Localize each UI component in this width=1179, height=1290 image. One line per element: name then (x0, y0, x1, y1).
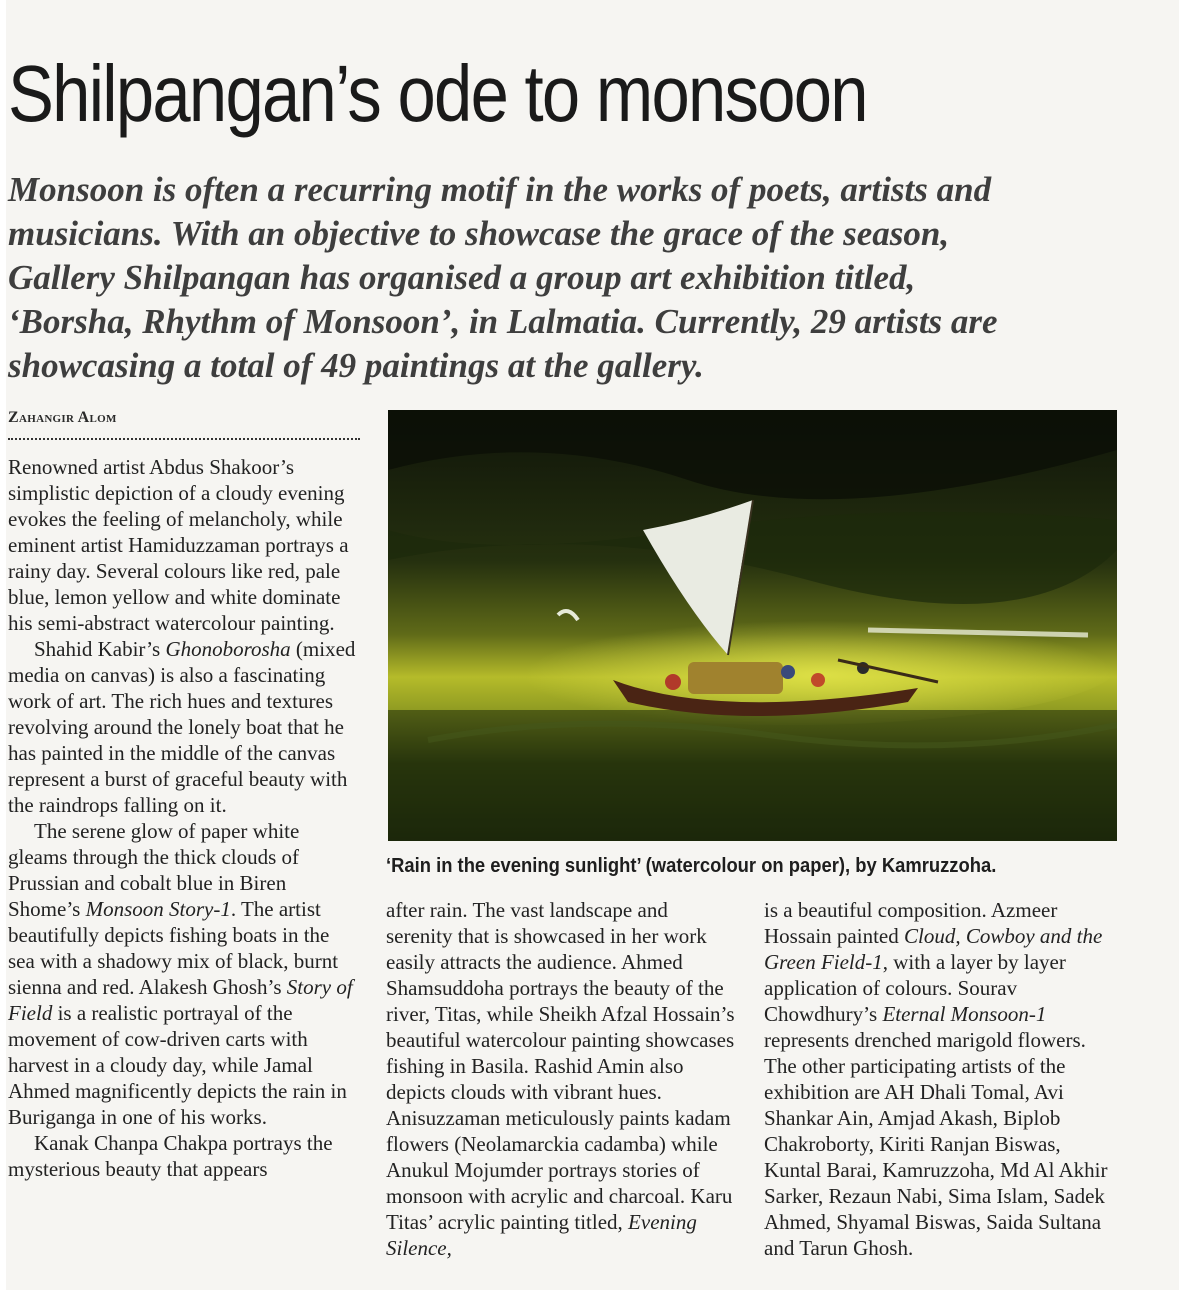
standfirst-line: musicians. With an objective to showcase the grace of the season, (8, 214, 950, 253)
body-paragraph: is a beautiful composition. Azmeer Hossain painted Cloud, Cowboy and the Green Field-1, with a layer by layer application of colours. Sourav Chowdhury’s Eternal Monsoon-1 represents drenched marigold flowers. The other participating artists of the exhibition are AH Dhali Tomal, Avi Shankar Ain, Amjad Akash, Biplob Chakroborty, Kiriti Ranjan Biswas, Kuntal Barai, Kamruzzoha, Md Al Akhir Sarker, Rezaun Nabi, Sima Islam, Sadek Ahmed, Shyamal Biswas, Saida Sultana and Tarun Ghosh. (764, 898, 1108, 1260)
byline: Zahangir Alom (8, 409, 117, 426)
standfirst-line: Monsoon is often a recurring motif in the works of poets, artists and (8, 170, 992, 209)
standfirst-line: ‘Borsha, Rhythm of Monsoon’, in Lalmatia. Currently, 29 artists are (8, 302, 998, 341)
standfirst-line: showcasing a total of 49 paintings at the gallery. (8, 346, 704, 385)
boat-painting-image (388, 410, 1117, 841)
body-paragraph: after rain. The vast landscape and serenity that is showcased in her work easily attracts the audience. Ahmed Shamsuddoha portrays the beauty of the river, Titas, while Sheikh Afzal Hossain’s beautiful watercolour painting showcases fishing in Basila. Rashid Amin also depicts clouds with vibrant hues. Anisuzzaman meticulously paints kadam flowers (Neolamarckia cadamba) while Anukul Mojumder portrays stories of monsoon with acrylic and charcoal. Karu Titas’ acrylic painting titled, Evening Silence, (386, 898, 735, 1260)
page-edge (0, 0, 6, 1290)
photo-caption: ‘Rain in the evening sunlight’ (watercolour on paper), by Kamruzzoha. (386, 855, 997, 877)
body-paragraph: Kanak Chanpa Chakpa portrays the mysterious beauty that appears (8, 1131, 333, 1181)
headline: Shilpangan’s ode to monsoon (8, 49, 867, 138)
body-paragraph: The serene glow of paper white gleams through the thick clouds of Prussian and cobalt blue in Biren Shome’s Monsoon Story-1. The artist beautifully depicts fishing boats in the sea with a shadowy mix of black, burnt sienna and red. Alakesh Ghosh’s Story of Field is a realistic portrayal of the movement of cow-driven carts with harvest in a cloudy day, while Jamal Ahmed magnificently depicts the rain in Buriganga in one of his works. (8, 819, 353, 1129)
body-column-2 (386, 897, 738, 1261)
painting-photo (388, 410, 1117, 841)
standfirst-line: Gallery Shilpangan has organised a group art exhibition titled, (8, 258, 916, 297)
body-column-1 (8, 454, 360, 1182)
standfirst (8, 168, 1168, 388)
body-column-3 (764, 897, 1116, 1261)
byline-divider (8, 438, 360, 440)
body-paragraph: Renowned artist Abdus Shakoor’s simplistic depiction of a cloudy evening evokes the feeling of melancholy, while eminent artist Hamiduzzaman portrays a rainy day. Several colours like red, pale blue, lemon yellow and white dominate his semi-abstract watercolour painting. (8, 455, 349, 635)
body-paragraph: Shahid Kabir’s Ghonoborosha (mixed media on canvas) is also a fascinating work of art. The rich hues and textures revolving around the lonely boat that he has painted in the middle of the canvas represent a burst of graceful beauty with the raindrops falling on it. (8, 637, 356, 817)
